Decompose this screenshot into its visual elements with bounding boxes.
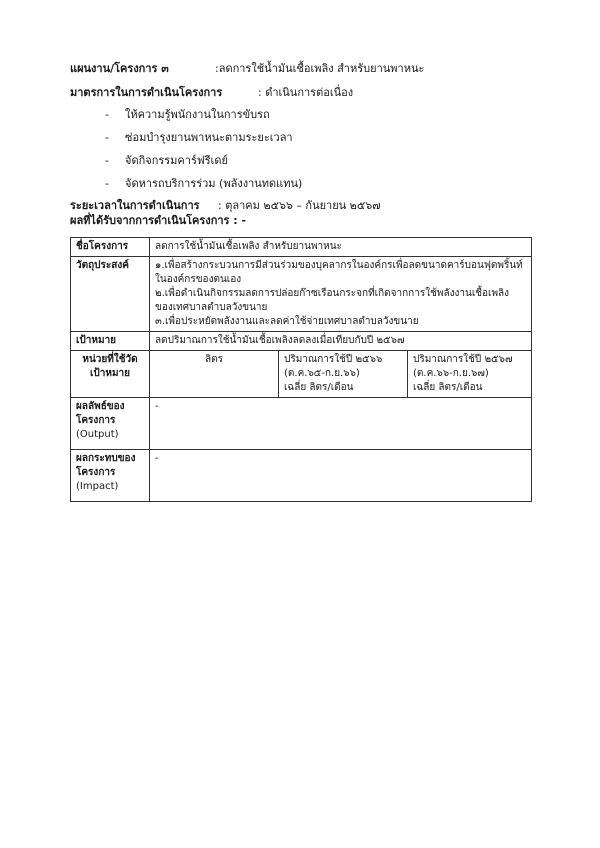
- result-label: ผลที่ได้รับจากการดำเนินโครงการ : -: [70, 214, 247, 227]
- impact-label: [71, 450, 150, 502]
- unit-label: [71, 351, 150, 398]
- plan-label: แผนงาน/โครงการ ๓: [70, 62, 169, 75]
- objective-line: ๓.เพื่อประหยัดพลังงานและลดค่าใช้จ่ายเทศบาลตำบลวังขนาย: [155, 316, 419, 327]
- impact-value: -: [150, 450, 532, 502]
- output-value: -: [150, 398, 532, 450]
- usage-line: เฉลี่ย ลิตร/เดือน: [413, 382, 483, 393]
- project-name-value: ลดการใช้น้ำมันเชื้อเพลิง สำหรับยานพาหนะ: [150, 238, 532, 257]
- project-table: [70, 237, 532, 502]
- target-value: ลดปริมาณการใช้น้ำมันเชื้อเพลิงลดลงเมื่อเทียบกับปี ๒๕๖๗: [150, 332, 532, 351]
- measures-label: มาตรการในการดำเนินโครงการ: [70, 86, 223, 99]
- bullet-dash: -: [105, 131, 109, 144]
- period-label: ระยะเวลาในการดำเนินการ: [70, 199, 200, 212]
- output-label-line: ผลลัพธ์ของ: [76, 401, 125, 412]
- table-row: [71, 398, 532, 450]
- bullet-item: จัดกิจกรรมคาร์ฟรีเดย์: [125, 154, 228, 167]
- bullet-item: ซ่อมบำรุงยานพาหนะตามระยะเวลา: [125, 131, 293, 144]
- impact-label-line: (Impact): [76, 481, 119, 492]
- target-label: เป้าหมาย: [71, 332, 150, 351]
- usage-line: ปริมาณการใช้ปี ๒๕๖๗: [413, 354, 513, 365]
- period-value: : ตุลาคม ๒๕๖๖ – กันยายน ๒๕๖๗: [218, 199, 381, 212]
- impact-label-line: โครงการ: [76, 467, 116, 478]
- unit-label-line: หน่วยที่ใช้วัด: [82, 354, 138, 365]
- objective-line: ๑.เพื่อสร้างกระบวนการมีส่วนร่วมของบุคลากรในองค์กรเพื่อลดขนาดคาร์บอนฟุตพริ้นท์: [155, 260, 523, 271]
- bullet-dash: -: [105, 154, 109, 167]
- output-label-line: โครงการ: [76, 415, 116, 426]
- table-row: [71, 332, 532, 351]
- bullet-item: จัดหารถบริการร่วม (พลังงานทดแทน): [125, 177, 303, 190]
- unit-label-line: เป้าหมาย: [89, 368, 131, 379]
- objectives-label: วัตถุประสงค์: [71, 257, 150, 332]
- table-row: [71, 238, 532, 257]
- project-name-label: ชื่อโครงการ: [71, 238, 150, 257]
- objective-line: ในองค์กรของตนเอง: [155, 274, 242, 285]
- usage-2566-cell: [279, 351, 408, 398]
- plan-value: :ลดการใช้น้ำมันเชื้อเพลิง สำหรับยานพาหนะ: [215, 62, 425, 75]
- usage-line: ปริมาณการใช้ปี ๒๕๖๖: [284, 354, 383, 365]
- objectives-cell: [150, 257, 532, 332]
- table-row: [71, 257, 532, 332]
- output-label: [71, 398, 150, 450]
- impact-label-line: ผลกระทบของ: [76, 453, 136, 464]
- usage-line: เฉลี่ย ลิตร/เดือน: [284, 382, 354, 393]
- table-row: [71, 351, 532, 398]
- measures-value: : ดำเนินการต่อเนื่อง: [258, 86, 354, 99]
- table-row: [71, 450, 532, 502]
- usage-line: (ต.ค.๖๖-ก.ย.๖๗): [413, 368, 489, 379]
- usage-2567-cell: [408, 351, 532, 398]
- objective-line: ของเทศบาลตำบลวังขนาย: [155, 302, 268, 313]
- bullet-dash: -: [105, 108, 109, 121]
- unit-value: ลิตร: [150, 351, 279, 398]
- objective-line: ๒.เพื่อดำเนินกิจกรรมลดการปล่อยก๊าซเรือนกระจกที่เกิดจากการใช้พลังงานเชื้อเพลิง: [155, 288, 510, 299]
- bullet-item: ให้ความรู้พนักงานในการขับรถ: [125, 108, 270, 121]
- output-label-line: (Output): [76, 429, 119, 440]
- bullet-dash: -: [105, 177, 109, 190]
- usage-line: (ต.ค.๖๕-ก.ย.๖๖): [284, 368, 360, 379]
